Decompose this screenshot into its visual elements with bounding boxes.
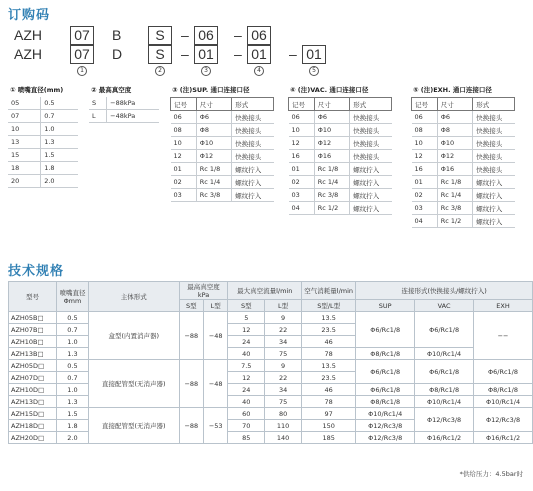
suction-l-cell: 80: [265, 408, 302, 420]
table-cell: 10: [289, 124, 315, 137]
air-cell: 46: [302, 336, 356, 348]
suction-s-cell: 7.5: [228, 360, 265, 372]
table-cell: Rc 3/8: [314, 189, 350, 202]
table-cell: 快换接头: [350, 137, 392, 150]
table-cell: 螺纹拧入: [232, 163, 274, 176]
table-row: [412, 215, 515, 228]
hdr-sl: S型/L型: [302, 300, 356, 312]
nozzle-table-caption: ① 喷嘴直径(mm): [10, 86, 64, 94]
table-row: [171, 176, 274, 189]
table-cell: 螺纹拧入: [232, 176, 274, 189]
vac-cell: Φ6/Rc1/8: [415, 312, 474, 348]
hdr-exh: EXH: [474, 300, 533, 312]
table-row: [289, 111, 392, 124]
table-cell: 13: [8, 136, 41, 149]
vac-cell: Φ16/Rc1/2: [415, 432, 474, 444]
vacuum-s-cell: −88: [179, 312, 203, 360]
table-cell: Φ6: [437, 111, 473, 124]
table-cell: 02: [289, 176, 315, 189]
nozzle-cell: 0.7: [56, 372, 88, 384]
table-row: [289, 150, 392, 163]
table-cell: 01: [289, 163, 315, 176]
nozzle-table: [8, 97, 78, 188]
table-row: [412, 176, 515, 189]
table-row: [289, 176, 392, 189]
table-row: [9, 396, 533, 408]
model-cell: AZH05D□: [9, 360, 57, 372]
code-dash: –: [234, 27, 242, 43]
hdr-vacuum: 最高真空度kPa: [179, 282, 228, 300]
table-row: [9, 360, 533, 372]
code-sup: 06: [194, 26, 218, 45]
vacuum-l-cell: −48: [204, 360, 228, 408]
table-cell: 08: [412, 124, 438, 137]
code-body: D: [112, 46, 123, 62]
table-cell: 1.8: [41, 162, 78, 175]
hdr-body: 主体形式: [88, 282, 179, 312]
nozzle-cell: 0.5: [56, 360, 88, 372]
table-cell: 02: [412, 189, 438, 202]
table-cell: 06: [171, 111, 197, 124]
code-nozzle: 07: [70, 45, 94, 64]
table-cell: 0.5: [41, 97, 78, 110]
suction-s-cell: 24: [228, 336, 265, 348]
table-row: [412, 202, 515, 215]
suction-s-cell: 85: [228, 432, 265, 444]
hdr-sup: SUP: [356, 300, 415, 312]
table-cell: Φ10: [196, 137, 232, 150]
table-cell: Rc 1/2: [437, 215, 473, 228]
nozzle-cell: 0.5: [56, 312, 88, 324]
table-cell: 螺纹拧入: [473, 189, 515, 202]
air-cell: 78: [302, 396, 356, 408]
model-cell: AZH10D□: [9, 384, 57, 396]
sup-table-caption: ③ (注)SUP. 通口连接口径: [172, 86, 250, 94]
table-row: [412, 137, 515, 150]
suction-s-cell: 12: [228, 372, 265, 384]
nozzle-cell: 1.0: [56, 384, 88, 396]
table-row: [9, 432, 533, 444]
table-cell: 螺纹拧入: [350, 202, 392, 215]
hdr-suction: 最大真空流量l/min: [228, 282, 302, 300]
vacuum-s-cell: −88: [179, 408, 203, 444]
air-cell: 78: [302, 348, 356, 360]
table-row: [89, 110, 159, 123]
air-cell: 97: [302, 408, 356, 420]
table-row: [412, 189, 515, 202]
table-row: [171, 137, 274, 150]
code-vacuum: S: [148, 26, 172, 45]
table-cell: 螺纹拧入: [473, 176, 515, 189]
table-cell: 20: [8, 175, 41, 188]
table-cell: 10: [412, 137, 438, 150]
table-cell: 快换接头: [350, 150, 392, 163]
col-code: 记号: [412, 98, 438, 111]
marker-5: 5: [309, 66, 319, 76]
suction-s-cell: 70: [228, 420, 265, 432]
table-cell: 06: [289, 111, 315, 124]
exh-cell: Φ12/Rc3/8: [474, 408, 533, 432]
table-cell: Φ8: [196, 124, 232, 137]
table-cell: 05: [8, 97, 41, 110]
air-cell: 46: [302, 384, 356, 396]
table-cell: 螺纹拧入: [350, 163, 392, 176]
air-cell: 23.5: [302, 372, 356, 384]
model-cell: AZH13B□: [9, 348, 57, 360]
table-cell: 螺纹拧入: [350, 189, 392, 202]
table-cell: Rc 3/8: [437, 202, 473, 215]
suction-s-cell: 12: [228, 324, 265, 336]
code-dash: –: [181, 27, 189, 43]
body-type-cell: 盒型(内置消声器): [88, 312, 179, 360]
table-cell: 15: [8, 149, 41, 162]
table-cell: Φ10: [437, 137, 473, 150]
suction-l-cell: 140: [265, 432, 302, 444]
suction-l-cell: 9: [265, 360, 302, 372]
table-row: [8, 123, 78, 136]
marker-4: 4: [254, 66, 264, 76]
table-cell: 1.3: [41, 136, 78, 149]
col-code: 记号: [289, 98, 315, 111]
hdr-model: 型号: [9, 282, 57, 312]
vac-cell: Φ12/Rc3/8: [415, 408, 474, 432]
table-cell: 07: [8, 110, 41, 123]
exh-cell: Φ16/Rc1/2: [474, 432, 533, 444]
col-type: 形式: [232, 98, 274, 111]
nozzle-cell: 1.3: [56, 396, 88, 408]
table-cell: 快换接头: [473, 137, 515, 150]
table-cell: 12: [289, 137, 315, 150]
table-row: [171, 163, 274, 176]
suction-s-cell: 5: [228, 312, 265, 324]
table-cell: Rc 1/2: [314, 202, 350, 215]
model-cell: AZH05B□: [9, 312, 57, 324]
code-vac: 06: [247, 26, 271, 45]
body-type-cell: 直接配管型(无消声器): [88, 408, 179, 444]
nozzle-cell: 0.7: [56, 324, 88, 336]
spec-title: 技术规格: [8, 264, 65, 279]
sup-cell: Φ8/Rc1/8: [356, 348, 415, 360]
suction-l-cell: 34: [265, 384, 302, 396]
suction-s-cell: 60: [228, 408, 265, 420]
order-code-title: 订购码: [8, 8, 51, 23]
hdr-air: 空气消耗量l/min: [302, 282, 356, 300]
table-row: [171, 124, 274, 137]
table-cell: Φ10: [314, 124, 350, 137]
suction-l-cell: 34: [265, 336, 302, 348]
table-cell: Rc 1/8: [437, 176, 473, 189]
table-cell: 快换接头: [232, 137, 274, 150]
vac-cell: Φ8/Rc1/8: [415, 384, 474, 396]
table-row: [289, 124, 392, 137]
table-cell: 03: [289, 189, 315, 202]
model-cell: AZH15D□: [9, 408, 57, 420]
marker-1: 1: [77, 66, 87, 76]
marker-2: 2: [155, 66, 165, 76]
table-cell: 快换接头: [350, 124, 392, 137]
table-row: [412, 124, 515, 137]
table-row: [171, 111, 274, 124]
col-size: 尺寸: [196, 98, 232, 111]
table-cell: 螺纹拧入: [232, 189, 274, 202]
table-cell: Rc 1/8: [196, 163, 232, 176]
table-cell: 01: [171, 163, 197, 176]
vacuum-l-cell: −48: [204, 312, 228, 360]
table-cell: 0.7: [41, 110, 78, 123]
model-cell: AZH07D□: [9, 372, 57, 384]
code-sup: 01: [194, 45, 218, 64]
model-cell: AZH13D□: [9, 396, 57, 408]
col-type: 形式: [350, 98, 392, 111]
table-cell: 螺纹拧入: [473, 215, 515, 228]
suction-s-cell: 24: [228, 384, 265, 396]
vac-table-caption: ④ (注)VAC. 通口连接口径: [290, 86, 369, 94]
table-row: [9, 312, 533, 324]
vacuum-table: [89, 97, 159, 123]
table-row: [8, 97, 78, 110]
vac-table: [288, 97, 392, 215]
table-cell: Rc 1/4: [196, 176, 232, 189]
table-cell: 10: [171, 137, 197, 150]
air-cell: 23.5: [302, 324, 356, 336]
table-row: [9, 408, 533, 420]
code-vac: 01: [247, 45, 271, 64]
table-cell: Φ16: [314, 150, 350, 163]
sup-cell: Φ6/Rc1/8: [356, 384, 415, 396]
table-cell: 快换接头: [232, 111, 274, 124]
code-body: B: [112, 27, 122, 43]
sup-cell: Φ10/Rc1/4: [356, 408, 415, 420]
col-size: 尺寸: [437, 98, 473, 111]
table-cell: 04: [412, 215, 438, 228]
table-cell: 06: [412, 111, 438, 124]
suction-l-cell: 22: [265, 372, 302, 384]
table-row: [89, 97, 159, 110]
table-cell: −48kPa: [107, 110, 159, 123]
hdr-s: S型: [179, 300, 203, 312]
hdr-l: L型: [204, 300, 228, 312]
nozzle-cell: 1.8: [56, 420, 88, 432]
table-row: [412, 163, 515, 176]
table-row: [171, 150, 274, 163]
table-row: [8, 162, 78, 175]
vac-cell: Φ6/Rc1/8: [415, 360, 474, 384]
table-cell: 03: [171, 189, 197, 202]
table-cell: 快换接头: [350, 111, 392, 124]
suction-s-cell: 40: [228, 396, 265, 408]
table-cell: 1.0: [41, 123, 78, 136]
hdr-s: S型: [228, 300, 265, 312]
table-cell: 快换接头: [232, 124, 274, 137]
vac-cell: Φ10/Rc1/4: [415, 396, 474, 408]
suction-l-cell: 9: [265, 312, 302, 324]
table-cell: 螺纹拧入: [473, 202, 515, 215]
suction-l-cell: 75: [265, 396, 302, 408]
sup-cell: Φ12/Rc3/8: [356, 420, 415, 432]
table-cell: Rc 3/8: [196, 189, 232, 202]
code-series: AZH: [14, 46, 42, 62]
exh-cell: Φ8/Rc1/8: [474, 384, 533, 396]
sup-cell: Φ8/Rc1/8: [356, 396, 415, 408]
vacuum-l-cell: −53: [204, 408, 228, 444]
table-cell: Rc 1/4: [437, 189, 473, 202]
exh-table: [411, 97, 515, 228]
nozzle-cell: 1.3: [56, 348, 88, 360]
table-row: [8, 149, 78, 162]
table-cell: 04: [289, 202, 315, 215]
code-vacuum: S: [148, 45, 172, 64]
hdr-nozzle: 喷嘴直径Φmm: [56, 282, 88, 312]
table-cell: 快换接头: [232, 150, 274, 163]
hdr-vac: VAC: [415, 300, 474, 312]
table-cell: 18: [8, 162, 41, 175]
table-cell: 16: [289, 150, 315, 163]
table-cell: Rc 1/4: [314, 176, 350, 189]
col-size: 尺寸: [314, 98, 350, 111]
suction-l-cell: 22: [265, 324, 302, 336]
exh-table-caption: ⑤ (注)EXH. 通口连接口径: [413, 86, 492, 94]
table-row: [9, 348, 533, 360]
table-cell: Φ12: [437, 150, 473, 163]
table-cell: S: [89, 97, 107, 110]
model-cell: AZH20D□: [9, 432, 57, 444]
code-dash: –: [289, 46, 297, 62]
marker-3: 3: [201, 66, 211, 76]
sup-cell: Φ6/Rc1/8: [356, 312, 415, 348]
table-cell: 螺纹拧入: [350, 176, 392, 189]
table-cell: 16: [412, 163, 438, 176]
exh-cell: −−: [474, 312, 533, 360]
hdr-l: L型: [265, 300, 302, 312]
table-cell: 08: [171, 124, 197, 137]
air-cell: 150: [302, 420, 356, 432]
vacuum-table-caption: ② 最高真空度: [91, 86, 132, 94]
vac-cell: Φ10/Rc1/4: [415, 348, 474, 360]
table-row: [8, 110, 78, 123]
table-cell: 02: [171, 176, 197, 189]
table-cell: 12: [171, 150, 197, 163]
supply-pressure-note: *供给压力：4.5bar时: [459, 470, 523, 478]
sup-table: [170, 97, 274, 202]
col-type: 形式: [473, 98, 515, 111]
table-row: [289, 163, 392, 176]
col-code: 记号: [171, 98, 197, 111]
table-cell: Φ16: [437, 163, 473, 176]
table-cell: Φ6: [196, 111, 232, 124]
table-cell: 快换接头: [473, 124, 515, 137]
table-row: [412, 111, 515, 124]
table-cell: Φ8: [437, 124, 473, 137]
table-cell: 01: [412, 176, 438, 189]
air-cell: 13.5: [302, 312, 356, 324]
code-exh: 01: [302, 45, 326, 64]
model-cell: AZH10B□: [9, 336, 57, 348]
code-dash: –: [234, 46, 242, 62]
air-cell: 185: [302, 432, 356, 444]
table-cell: 快换接头: [473, 111, 515, 124]
nozzle-cell: 1.0: [56, 336, 88, 348]
suction-l-cell: 110: [265, 420, 302, 432]
table-cell: 12: [412, 150, 438, 163]
nozzle-cell: 1.5: [56, 408, 88, 420]
hdr-conn: 连接形式(快换接头/螺纹拧入): [356, 282, 533, 300]
table-row: [289, 137, 392, 150]
vacuum-s-cell: −88: [179, 360, 203, 408]
table-cell: Φ12: [196, 150, 232, 163]
table-cell: 10: [8, 123, 41, 136]
table-cell: −88kPa: [107, 97, 159, 110]
sup-cell: Φ12/Rc3/8: [356, 432, 415, 444]
nozzle-cell: 2.0: [56, 432, 88, 444]
table-row: [289, 202, 392, 215]
code-series: AZH: [14, 27, 42, 43]
table-cell: 快换接头: [473, 163, 515, 176]
code-nozzle: 07: [70, 26, 94, 45]
suction-l-cell: 75: [265, 348, 302, 360]
code-dash: –: [181, 46, 189, 62]
table-row: [171, 189, 274, 202]
model-cell: AZH18D□: [9, 420, 57, 432]
table-row: [289, 189, 392, 202]
table-cell: 快换接头: [473, 150, 515, 163]
table-cell: 1.5: [41, 149, 78, 162]
table-row: [412, 150, 515, 163]
model-cell: AZH07B□: [9, 324, 57, 336]
table-row: [9, 384, 533, 396]
table-cell: L: [89, 110, 107, 123]
table-cell: Rc 1/8: [314, 163, 350, 176]
table-cell: Φ12: [314, 137, 350, 150]
table-cell: 03: [412, 202, 438, 215]
spec-table: [8, 281, 533, 444]
table-cell: Φ6: [314, 111, 350, 124]
body-type-cell: 直接配管型(无消声器): [88, 360, 179, 408]
air-cell: 13.5: [302, 360, 356, 372]
exh-cell: Φ6/Rc1/8: [474, 360, 533, 384]
table-row: [8, 175, 78, 188]
sup-cell: Φ6/Rc1/8: [356, 360, 415, 384]
table-cell: 2.0: [41, 175, 78, 188]
table-row: [8, 136, 78, 149]
exh-cell: Φ10/Rc1/4: [474, 396, 533, 408]
suction-s-cell: 40: [228, 348, 265, 360]
